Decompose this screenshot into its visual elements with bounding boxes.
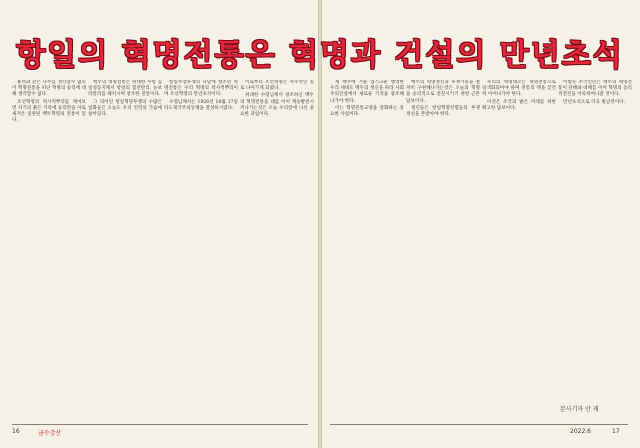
article-column-2 <box>88 80 162 420</box>
paragraph: 수령님께서는 1926년 10월 17일 타도제국주의동맹을 결성하시였다. <box>164 99 238 111</box>
footer-rule-left <box>12 424 308 425</box>
issue-date: 2022.6 <box>570 428 591 435</box>
footer-rule-right <box>330 424 628 425</box>
article-byline: 본사기자 안 재 <box>560 406 599 413</box>
article-column-3 <box>164 80 238 420</box>
paragraph: 우리의 혁명대오는 혁명전통으로 일색화되여야 하며 전통의 맥을 굳건히 이어나가야 한다. <box>482 80 556 98</box>
paragraph: 그 피어린 항일혁명투쟁의 수많은 일화들은 오늘도 우리 인민의 가슴에 살아있다. <box>88 99 162 118</box>
article-title: 항일의 혁명전통은 혁명과 건설의 만년초석 <box>16 38 624 73</box>
paragraph: 백두의 혁명정신과 투쟁기풍을 철저히 구현해나가는것은 오늘의 혁명을 승리적으로 전진시키기 위한 근본담보이다. <box>406 80 480 104</box>
paragraph: 이는 혁명전통교양을 강화하는 중요한 사업이다. <box>330 105 404 118</box>
right-page-number: 17 <box>612 428 620 435</box>
paragraph: 조선혁명의 력사적뿌리를 캐여보면 자기의 붉은 기폭에 승리만을 아로새겨온 일관된 백두혁명의 전통이 있다. <box>12 99 86 124</box>
paragraph: 이로부터 조선혁명은 자주적인 길로 나아가게 되였다. <box>240 80 314 92</box>
paragraph: 이것은 조국의 밝은 미래를 위한 확고한 담보이다. <box>482 99 556 111</box>
paragraph: 위대한 수령님께서 창조하신 백두의 혁명전통을 대를 이어 계승발전시켜나가는것은 오늘 우리앞에 나선 중요한 과업이다. <box>240 93 314 118</box>
article-column-8 <box>558 80 632 420</box>
paragraph: 청년들은 항일혁명선렬들의 투쟁정신을 본받아야 한다. <box>406 105 480 118</box>
paragraph: 이렇듯 조국인민은 백두의 혁명전통이 단해와 대해를 이어 혁명의 승리적전진을 이룩하여나갈 것이다. <box>558 80 632 98</box>
paragraph: 백두의 혁명전통은 위대한 수령 김일성동지께서 항일의 혈전만리, 눈보라만리를 헤치시며 창조한 전통이다. <box>88 80 162 98</box>
article-column-7 <box>482 80 556 420</box>
left-page-number: 16 <box>12 428 20 435</box>
article-column-5 <box>330 80 404 420</box>
paragraph: 항일무장투쟁의 나날에 창조된 혁명전통은 우리 혁명의 력사적뿌리이며 조선혁명의 만년초석이다. <box>164 80 238 98</box>
paragraph: 만년초석으로 더욱 빛날것이다. <box>563 99 626 105</box>
paragraph: 룡려과 같은 나무를 생각할수 없듯이 혁명전통을 떠난 혁명의 승리에 대해 생각할수 없다. <box>12 80 86 98</box>
publication-name: 금수강산 <box>38 430 62 437</box>
article-column-1 <box>12 80 86 420</box>
article-column-4 <box>240 80 314 420</box>
article-column-6 <box>406 80 480 420</box>
paragraph: 세 백주에 거운 엄기고운 행영한 우리 세대도 백두의 정신을 따라 사회주의건설에서 새로운 기적을 창조해나가야 한다. <box>330 80 404 104</box>
